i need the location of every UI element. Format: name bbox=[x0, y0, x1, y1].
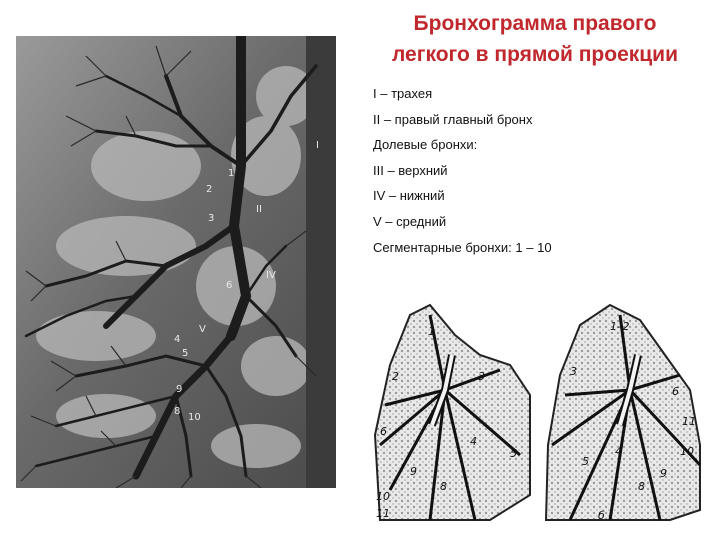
scheme-right-label-5: 5 bbox=[582, 455, 589, 468]
xray-label-5: 5 bbox=[182, 348, 189, 359]
xray-label-6: 6 bbox=[226, 280, 233, 291]
legend-item-lower: IV – нижний bbox=[373, 188, 445, 204]
scheme-left-label-11: 11 bbox=[376, 507, 390, 520]
scheme-right-label-10: 10 bbox=[680, 445, 694, 458]
legend-item-trachea: I – трахея bbox=[373, 86, 433, 101]
scheme-right-label-1-2: 1–2 bbox=[610, 320, 630, 333]
legend-item-main-bronchus: II – правый главный бронх bbox=[373, 111, 533, 127]
xray-label-3: 3 bbox=[208, 213, 215, 224]
scheme-left-label-8: 8 bbox=[440, 480, 447, 493]
bronchogram-image bbox=[16, 36, 336, 488]
legend-item-middle: V – средний bbox=[373, 213, 447, 229]
xray-label-V: V bbox=[199, 324, 206, 335]
scheme-right-label-6: 6 bbox=[672, 385, 679, 398]
legend-list bbox=[373, 84, 703, 263]
scheme-left-label-6: 6 bbox=[380, 425, 387, 438]
xray-label-I: I bbox=[316, 140, 319, 151]
scheme-caption: б bbox=[598, 509, 605, 522]
xray-label-2: 2 bbox=[206, 184, 213, 195]
xray-label-10: 10 bbox=[188, 412, 201, 423]
scheme-right-label-8: 8 bbox=[638, 480, 645, 493]
legend-item-segmental: Сегментарные бронхи: 1 – 10 bbox=[373, 239, 552, 255]
title-line-1: Бронхограмма правого bbox=[413, 12, 657, 35]
legend-item-upper: III – верхний bbox=[373, 162, 448, 178]
scheme-left-label-2: 2 bbox=[392, 370, 399, 383]
scheme-left-label-5: 5 bbox=[510, 447, 517, 460]
xray-label-1: 1 bbox=[228, 168, 235, 179]
scheme-right-label-9: 9 bbox=[660, 467, 667, 480]
scheme-left-label-9: 9 bbox=[410, 465, 417, 478]
scheme-left-label-4: 4 bbox=[470, 435, 477, 448]
title-line-2: легкого в прямой проекции bbox=[391, 43, 678, 66]
right-scheme bbox=[546, 305, 700, 520]
scheme-left-label-10: 10 bbox=[376, 490, 390, 503]
scheme-left-label-3: 3 bbox=[478, 370, 485, 383]
legend-item-lobar-heading: Долевые бронхи: bbox=[373, 137, 478, 153]
scheme-right-label-11: 11 bbox=[682, 415, 696, 428]
xray-label-IV: IV bbox=[266, 270, 276, 281]
scheme-right-label-4: 4 bbox=[615, 445, 622, 458]
left-scheme bbox=[375, 305, 530, 520]
scheme-left-label-1: 1 bbox=[428, 325, 435, 338]
xray-label-4: 4 bbox=[174, 334, 181, 345]
xray-label-9: 9 bbox=[176, 384, 183, 395]
segment-scheme bbox=[370, 295, 706, 525]
xray-label-8: 8 bbox=[174, 406, 181, 417]
xray-label-II: II bbox=[256, 204, 262, 215]
slide-title bbox=[370, 8, 700, 70]
scheme-right-label-3: 3 bbox=[570, 365, 577, 378]
